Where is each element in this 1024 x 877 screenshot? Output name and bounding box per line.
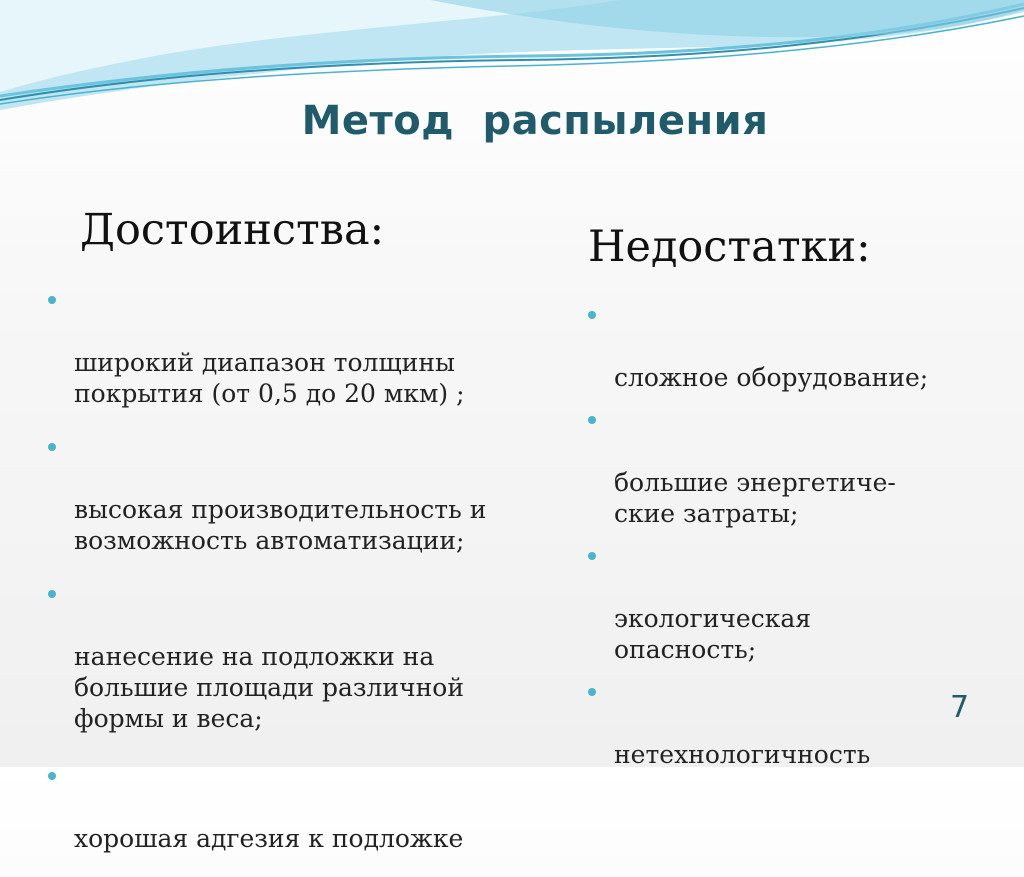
bullet-icon [588, 416, 596, 424]
advantages-heading: Достоинства: [80, 205, 385, 255]
list-item-text: широкий диапазон толщины покрытия (от 0,5 до 20 мкм) ; [74, 348, 465, 408]
list-item-text: сложное оборудование; [614, 363, 929, 392]
bullet-icon [588, 688, 596, 696]
list-item [46, 285, 576, 409]
list-item [586, 405, 1006, 529]
list-item [586, 541, 1006, 665]
list-item-text: хорошая адгезия к подложке [74, 824, 464, 853]
list-item-text: высокая производительность и возможность автоматизации; [74, 495, 487, 555]
list-item [46, 432, 576, 556]
list-item [586, 677, 1006, 770]
list-item [586, 300, 1006, 393]
disadvantages-list [586, 300, 1006, 782]
list-item-text: экологическая опасность; [614, 604, 811, 664]
bullet-icon [48, 590, 56, 598]
advantages-list [46, 285, 576, 877]
disadvantages-heading: Недостатки: [588, 222, 871, 272]
list-item-text: нетехнологичность [614, 740, 871, 769]
bullet-icon [48, 772, 56, 780]
bullet-icon [588, 311, 596, 319]
bullet-icon [48, 296, 56, 304]
slide-title: Метод распыления [301, 98, 769, 144]
list-item-text: большие энергетиче- ские затраты; [614, 468, 896, 528]
list-item [46, 579, 576, 734]
page-number: 7 [950, 690, 970, 725]
bullet-icon [588, 552, 596, 560]
list-item [46, 761, 576, 854]
bullet-icon [48, 443, 56, 451]
list-item-text: нанесение на подложки на большие площади различной формы и веса; [74, 642, 464, 733]
